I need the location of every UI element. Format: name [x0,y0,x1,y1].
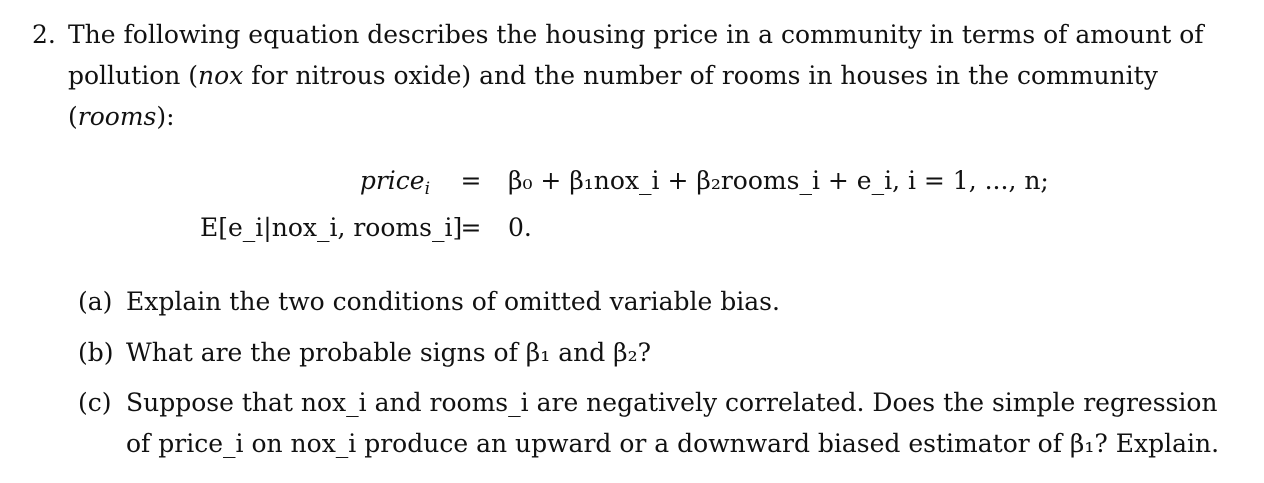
var-rooms: rooms [77,102,157,131]
problem-line-3: (rooms): [68,102,175,131]
equation-1-sign: = [460,166,482,195]
equation-2-lhs: E[e_i|nox_i, rooms_i] [200,213,463,242]
var-nox: nox [198,61,244,90]
problem-number: 2. [32,20,56,49]
equation-1-rhs: β₀ + β₁nox_i + β₂rooms_i + e_i, i = 1, ..., n; [508,166,1049,195]
question-item-a [78,281,1158,322]
problem-line-1: The following equation describes the housing price in a community in terms of amount of [68,20,1204,49]
item-label-a: (a) [78,287,113,316]
item-text-b: What are the probable signs of β₁ and β₂? [126,338,652,367]
problem-statement [32,14,1204,137]
equation-1-lhs: price$_i$ [359,166,430,200]
question-item-c [78,382,1220,464]
item-text-c-line-1: Suppose that nox_i and rooms_i are negatively correlated. Does the simple regression [126,388,1218,417]
question-item-b [78,332,1158,373]
equation-2-sign: = [460,213,482,242]
item-label-c: (c) [78,388,112,417]
problem-line-2: pollution (nox for nitrous oxide) and the number of rooms in houses in the community [68,61,1158,90]
equation-2-rhs: 0. [508,213,532,242]
item-label-b: (b) [78,338,114,367]
item-text-c-line-2: of price_i on nox_i produce an upward or a downward biased estimator of β₁? Explain. [126,429,1220,458]
item-text-a: Explain the two conditions of omitted variable bias. [126,287,780,316]
